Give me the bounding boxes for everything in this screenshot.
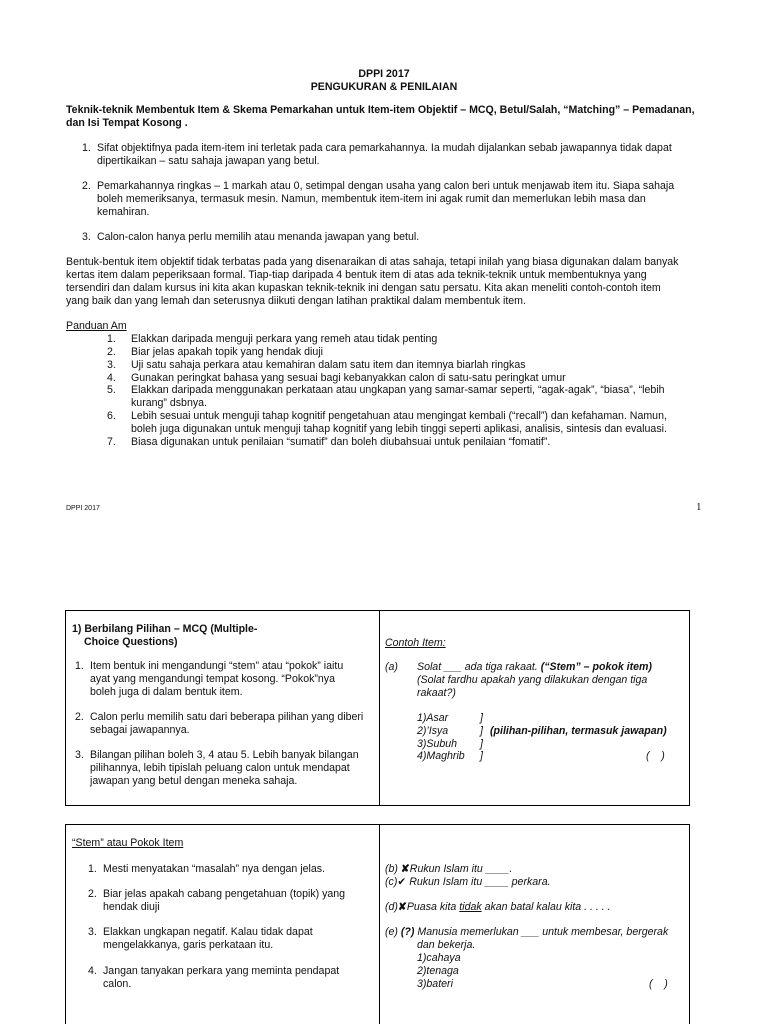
doc-title: DPPI 2017 <box>358 68 410 80</box>
guide-text: Lebih sesuai untuk menguji tahap kognitif pengetahuan atau mengingat kembali (“recall”) dan kefahaman. Namun, <box>131 410 667 422</box>
item-text: Mesti menyatakan “masalah” nya dengan jelas. <box>103 863 325 875</box>
point-text: dipertikaikan – satu sahaja jawapan yang betul. <box>97 155 320 167</box>
item-number: 3. <box>88 926 97 938</box>
doc-subtitle: PENGUKURAN & PENILAIAN <box>310 81 458 93</box>
point-text: Calon-calon hanya perlu memilih atau menanda jawapan yang betul. <box>97 231 420 243</box>
option: 1)cahaya <box>417 952 461 964</box>
guide-text: Biasa digunakan untuk penilaian “sumatif” dan boleh diubahsuai untuk penilaian “fomatif”. <box>131 436 551 448</box>
item-text: jawapan yang betul dengan meneka sahaja. <box>90 775 298 787</box>
guide-number: 1. <box>107 333 116 345</box>
question-mark: (?) <box>400 926 415 938</box>
item-text: calon. <box>103 978 132 990</box>
option-bracket: ] <box>480 725 483 737</box>
item-text: Biar jelas apakah cabang pengetahuan (topik) yang <box>103 888 346 900</box>
example-text: Puasa kita <box>406 901 460 913</box>
item-text: pilihannya, lebih tipislah peluang calon untuk mendapat <box>90 762 350 774</box>
item-number: 2. <box>75 711 84 723</box>
point-text: Pemarkahannya ringkas – 1 markah atau 0, setimpal dengan usaha yang calon beri untuk menjawab item itu. Siapa sahaja <box>97 180 675 192</box>
example-question: (Solat fardhu apakah yang dilakukan dengan tiga <box>417 674 648 686</box>
cross-icon: ✘ <box>400 863 410 875</box>
example-text: Rukun Islam itu ____ perkara. <box>409 876 551 888</box>
item-number: 4. <box>88 965 97 977</box>
stem-title: “Stem” atau Pokok Item <box>72 837 184 849</box>
guide-text: Uji satu sahaja perkara atau kemahiran dalam satu item dan itemnya biarlah ringkas <box>131 359 526 371</box>
guide-text: boleh juga digunakan untuk menguji tahap kognitif yang lebih tinggi seperti aplikasi, analisis, sintesis dan evaluasi. <box>131 423 667 435</box>
example-text: Manusia memerlukan ___ untuk membesar, bergerak <box>417 926 669 938</box>
option: 3)bateri <box>417 978 453 990</box>
paragraph-line: yang baik dan yang lemah dan seterusnya diikuti dengan latihan praktikal dalam membentuk item. <box>66 295 526 307</box>
mcq-title: 1) Berbilang Pilihan – MCQ (Multiple- <box>72 623 258 635</box>
stem-note: (“Stem” – pokok item) <box>540 661 652 673</box>
item-text: mengelakkanya, garis perkataan itu. <box>103 939 274 951</box>
item-number: 1. <box>75 660 84 672</box>
stem-text: Solat ___ ada tiga rakaat. <box>417 661 538 673</box>
guide-number: 6. <box>107 410 116 422</box>
item-number: 2. <box>88 888 97 900</box>
example-label: (c) <box>385 876 398 888</box>
guide-text: Biar jelas apakah topik yang hendak diuji <box>131 346 323 358</box>
page-footer: DPPI 2017 <box>66 505 100 512</box>
example-c <box>385 876 551 889</box>
section-heading: Teknik-teknik Membentuk Item & Skema Pemarkahan untuk Item-item Objektif – MCQ, Betul/Salah, “Matching” – Pemadanan, dan Isi Tempat Kosong . <box>66 104 695 129</box>
cross-icon: ✘ <box>397 901 407 913</box>
option: 2)’Isya <box>417 725 449 737</box>
guide-text: Gunakan peringkat bahasa yang sesuai bagi kebanyakkan calon di satu-satu peringkat umur <box>131 372 566 384</box>
option: 3)Subuh <box>417 738 458 750</box>
example-title: Contoh Item: <box>385 637 446 649</box>
example-b <box>385 863 512 876</box>
example-question: rakaat?) <box>417 687 456 699</box>
point-number: 3. <box>82 231 91 243</box>
paragraph-line: Bentuk-bentuk item objektif tidak terbatas pada yang disenaraikan di atas sahaja, tetapi inilah yang biasa digunakan dalam banyak <box>66 256 679 268</box>
point-text: Sifat objektifnya pada item-item ini terletak pada cara pemarkahannya. Ia mudah dijalankan sebab jawapannya tidak dapat <box>97 142 672 154</box>
column-divider <box>379 825 380 1024</box>
stem-table <box>65 824 690 1024</box>
guide-title: Panduan Am <box>66 320 127 332</box>
option: 2)tenaga <box>417 965 459 977</box>
example-label: (b) <box>385 863 398 875</box>
guide-number: 5. <box>107 384 116 396</box>
answer-box: ( ) <box>649 978 668 990</box>
item-text: Item bentuk ini mengandungi “stem” atau “pokok” iaitu <box>90 660 344 672</box>
example-label: (e) <box>385 926 398 938</box>
item-text: hendak diuji <box>103 901 160 913</box>
item-text: Bilangan pilihan boleh 3, 4 atau 5. Lebih banyak bilangan <box>90 749 359 761</box>
example-d <box>385 901 611 914</box>
options-note: (pilihan-pilihan, termasuk jawapan) <box>490 725 667 737</box>
option: 1)Asar <box>417 712 449 724</box>
guide-text: Elakkan daripada menguji perkara yang remeh atau tidak penting <box>131 333 438 345</box>
underlined-word: tidak <box>459 901 482 913</box>
guide-number: 3. <box>107 359 116 371</box>
guide-number: 4. <box>107 372 116 384</box>
point-number: 1. <box>82 142 91 154</box>
option: 4)Maghrib <box>417 750 465 762</box>
example-text: dan bekerja. <box>417 939 476 951</box>
option-bracket: ] <box>480 750 483 762</box>
point-number: 2. <box>82 180 91 192</box>
example-text: akan batal kalau kita . . . . . <box>481 901 611 913</box>
mcq-table <box>65 610 690 806</box>
item-text: boleh juga di dalam bentuk item. <box>90 686 243 698</box>
paragraph-line: kertas item dalam peperiksaan formal. Tiap-tiap daripada 4 bentuk item di atas ada teknik-teknik untuk membentuknya yang <box>66 269 647 281</box>
point-text: kemahiran. <box>97 206 150 218</box>
guide-text: kurang” dsbnya. <box>131 397 207 409</box>
item-number: 1. <box>88 863 97 875</box>
guide-number: 7. <box>107 436 116 448</box>
guide-text: Elakkan daripada menggunakan perkataan atau ungkapan yang samar-samar seperti, “agak-agak”, “biasa”, “lebih <box>131 384 665 396</box>
check-icon: ✔ <box>397 876 407 888</box>
item-number: 3. <box>75 749 84 761</box>
example-stem <box>417 661 652 674</box>
item-text: sebagai jawapannya. <box>90 724 190 736</box>
column-divider <box>379 611 380 805</box>
mcq-title: Choice Questions) <box>84 636 178 648</box>
answer-box: ( ) <box>646 750 665 762</box>
page-number: 1 <box>696 501 702 513</box>
item-text: Jangan tanyakan perkara yang meminta pendapat <box>103 965 340 977</box>
guide-number: 2. <box>107 346 116 358</box>
example-label: (a) <box>385 661 398 673</box>
paragraph-line: tersendiri dan dalam kursus ini kita akan kupaskan teknik-teknik ini dengan satu persatu. Kita akan meneliti contoh-contoh item <box>66 282 661 294</box>
point-text: boleh memeriksanya, termasuk mesin. Namun, membentuk item-item ini agak rumit dan memerlukan lebih masa dan <box>97 193 646 205</box>
item-text: Calon perlu memilih satu dari beberapa pilihan yang diberi <box>90 711 364 723</box>
item-text: Elakkan ungkapan negatif. Kalau tidak dapat <box>103 926 313 938</box>
example-text: Rukun Islam itu ____. <box>409 863 513 875</box>
example-e <box>385 926 668 939</box>
option-bracket: ] <box>480 712 483 724</box>
example-label: (d) <box>385 901 398 913</box>
option-bracket: ] <box>480 738 483 750</box>
item-text: ayat yang mengandungi tempat kosong. “Pokok”nya <box>90 673 335 685</box>
